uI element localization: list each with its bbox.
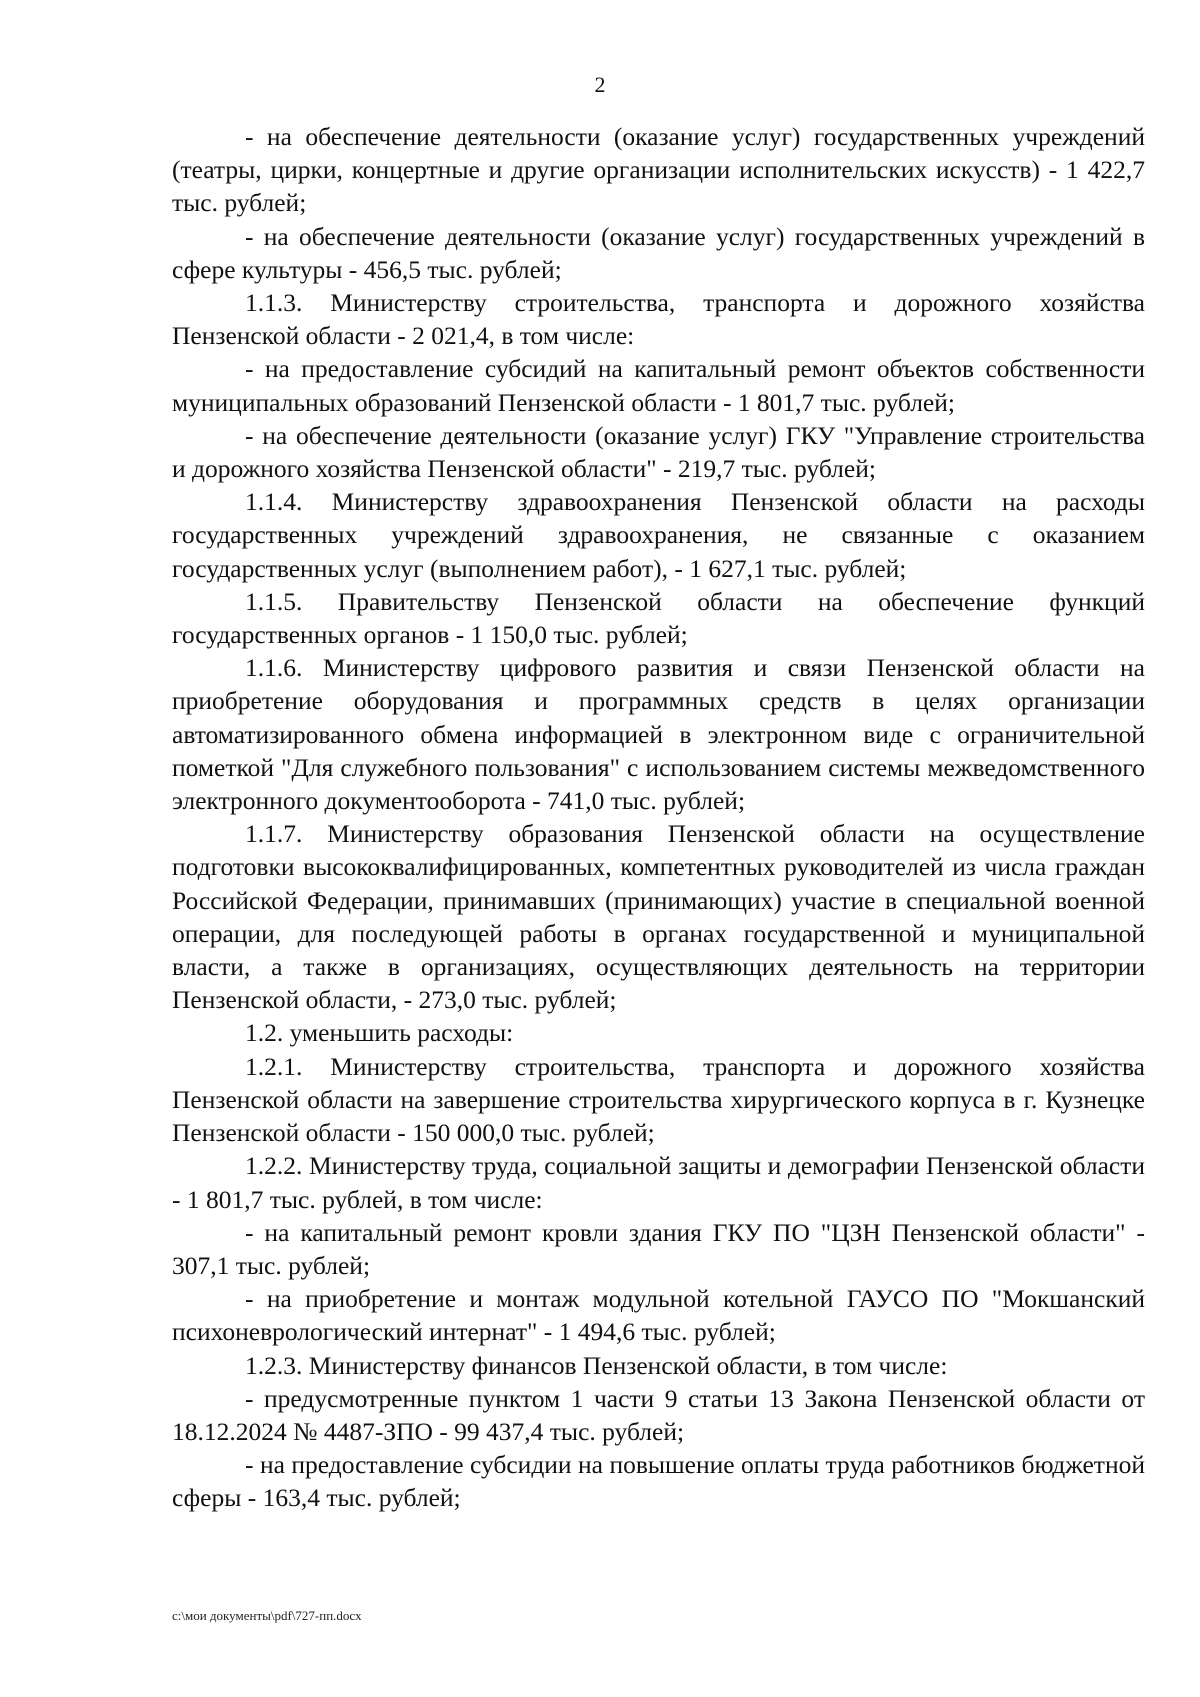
- paragraph-1-1-5: 1.1.5. Правительству Пензенской области на обеспечение функций государственных органов - 1 150,0 тыс. рублей;: [172, 586, 1145, 650]
- paragraph-1-1-6: 1.1.6. Министерству цифрового развития и связи Пензенской области на приобретение оборудования и программных средств в целях организации автоматизированного обмена информацией в электронном виде с ограничительной пометкой "Для служебного пользования" с использованием системы межведомственного электронного документооборота - 741,0 тыс. рублей;: [172, 653, 1145, 816]
- paragraph-1-1-7: 1.1.7. Министерству образования Пензенской области на осуществление подготовки высококвалифицированных, компетентных руководителей из числа граждан Российской Федерации, принимавших (принимающих) участие в специальной военной операции, для последующей работы в органах государственной и муниципальной власти, а также в организациях, осуществляющих деятельность на территории Пензенской области, - 273,0 тыс. рублей;: [172, 819, 1145, 1015]
- paragraph-roof-repair: - на капитальный ремонт кровли здания ГКУ ПО "ЦЗН Пензенской области" - 307,1 тыс. рублей;: [172, 1217, 1145, 1280]
- paragraph-law-reference: - предусмотренные пунктом 1 части 9 статьи 13 Закона Пензенской области от 18.12.2024 № 4487-ЗПО - 99 437,4 тыс. рублей;: [172, 1383, 1145, 1446]
- paragraph-salary-subsidy: - на предоставление субсидии на повышение оплаты труда работников бюджетной сферы - 163,4 тыс. рублей;: [172, 1450, 1145, 1513]
- paragraph-culture-institutions: - на обеспечение деятельности (оказание услуг) государственных учреждений в сфере культуры - 456,5 тыс. рублей;: [172, 221, 1145, 284]
- paragraph-1-2: 1.2. уменьшить расходы:: [245, 1018, 514, 1048]
- paragraph-boiler-installation: - на приобретение и монтаж модульной котельной ГАУСО ПО "Мокшанский психоневрологический интернат" - 1 494,6 тыс. рублей;: [172, 1284, 1145, 1347]
- paragraph-1-1-3: 1.1.3. Министерству строительства, транспорта и дорожного хозяйства Пензенской области - 2 021,4, в том числе:: [172, 288, 1145, 351]
- paragraph-gku-road-management: - на обеспечение деятельности (оказание услуг) ГКУ "Управление строительства и дорожного хозяйства Пензенской области" - 219,7 тыс. рублей;: [172, 420, 1145, 484]
- document-body: [172, 120, 1145, 1515]
- footer-file-path: c:\мои документы\pdf\727-пп.docx: [172, 1608, 362, 1623]
- page-number: 2: [594, 72, 606, 97]
- paragraph-1-2-1: 1.2.1. Министерству строительства, транспорта и дорожного хозяйства Пензенской области на завершение строительства хирургического корпуса в г. Кузнецке Пензенской области - 150 000,0 тыс. рублей;: [172, 1051, 1145, 1148]
- paragraph-1-2-2: 1.2.2. Министерству труда, социальной защиты и демографии Пензенской области - 1 801,7 тыс. рублей, в том числе:: [172, 1151, 1145, 1214]
- paragraph-culture-theatres: - на обеспечение деятельности (оказание услуг) государственных учреждений (театры, цирки, концертные и другие организации исполнительских искусств) - 1 422,7 тыс. рублей;: [172, 122, 1145, 218]
- paragraph-capital-repair-subsidies: - на предоставление субсидий на капитальный ремонт объектов собственности муниципальных образований Пензенской области - 1 801,7 тыс. рублей;: [172, 354, 1145, 417]
- paragraph-1-1-4: 1.1.4. Министерству здравоохранения Пензенской области на расходы государственных учреждений здравоохранения, не связанные с оказанием государственных услуг (выполнением работ), - 1 627,1 тыс. рублей;: [172, 487, 1145, 583]
- paragraph-1-2-3: 1.2.3. Министерству финансов Пензенской области, в том числе:: [245, 1350, 948, 1380]
